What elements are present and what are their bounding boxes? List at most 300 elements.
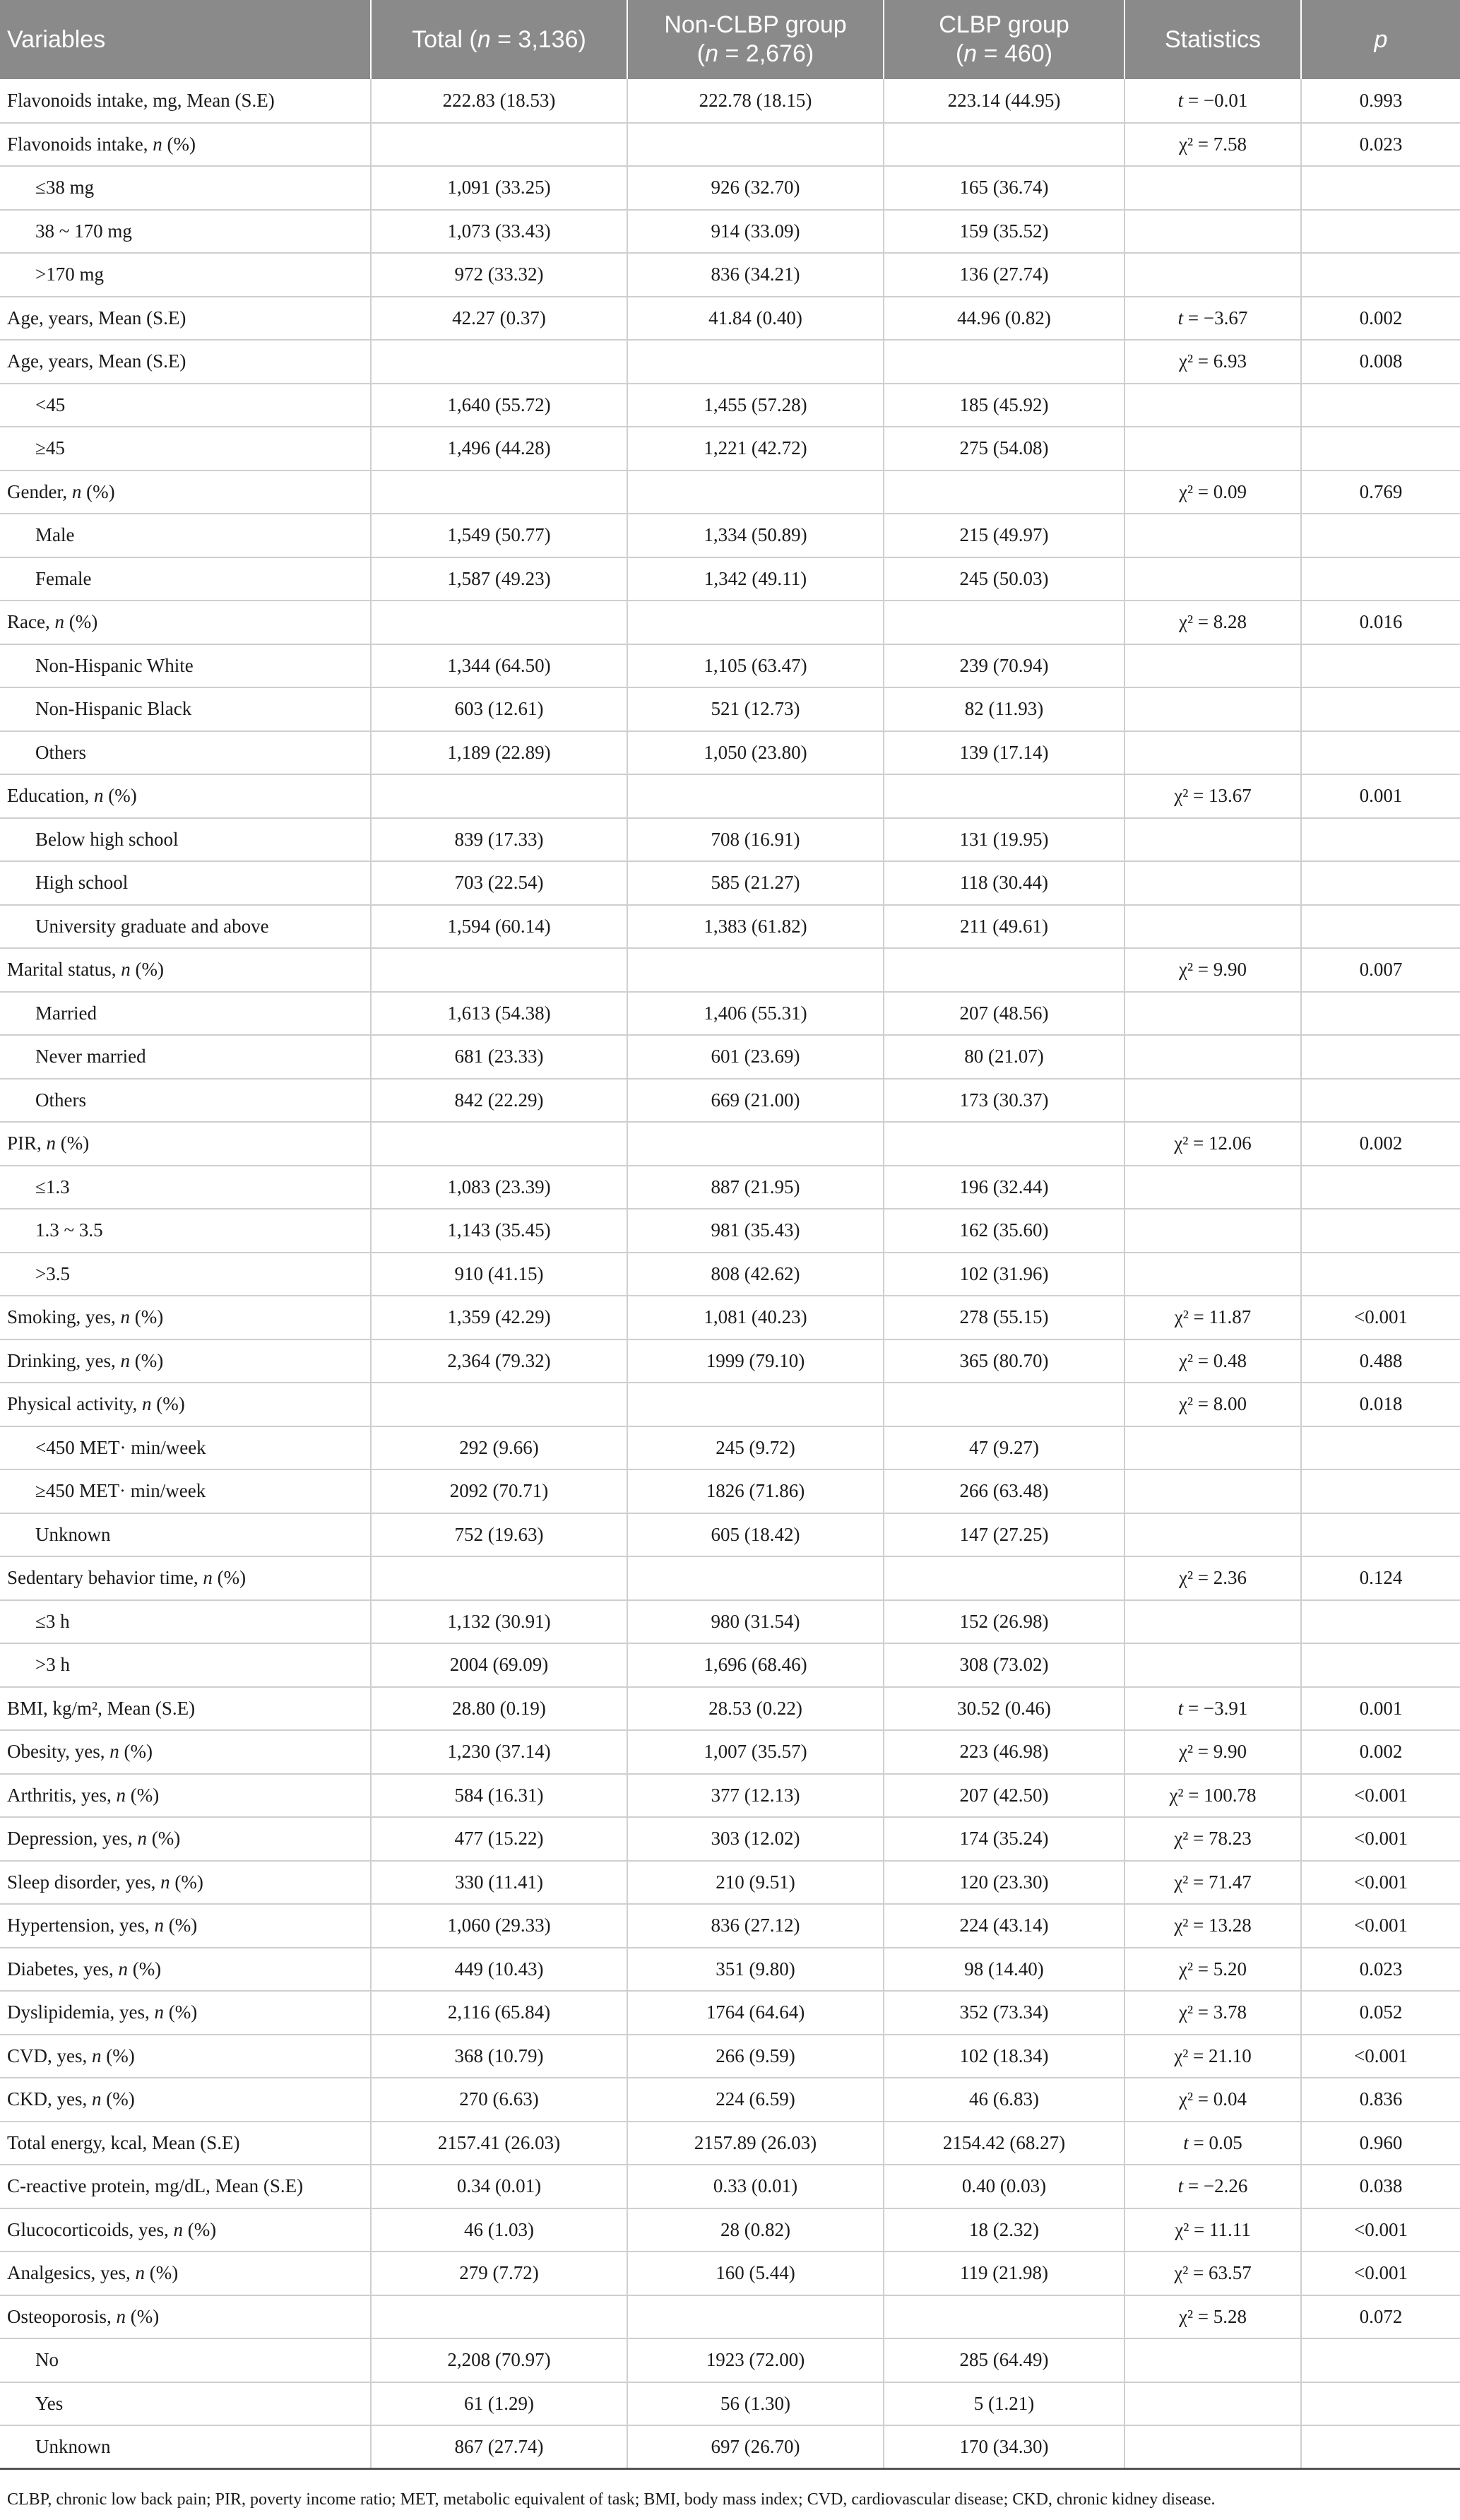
- table-row: [0, 1383, 1460, 1426]
- table-row: [0, 644, 1460, 688]
- cell-p: [1301, 818, 1460, 862]
- cell-clbp: 147 (27.25): [884, 1513, 1124, 1557]
- cell-statistics: [1124, 1469, 1301, 1513]
- cell-variable: Others: [0, 1079, 371, 1123]
- header-total-post: = 3,136): [490, 25, 586, 53]
- cell-clbp: 174 (35.24): [884, 1817, 1124, 1861]
- cell-variable: ≤3 h: [0, 1600, 371, 1644]
- cell-p: 0.007: [1301, 948, 1460, 992]
- cell-variable: CKD, yes, n (%): [0, 2078, 371, 2122]
- cell-p: [1301, 557, 1460, 601]
- header-clbp-pre: (: [955, 40, 964, 67]
- cell-statistics: [1124, 1166, 1301, 1209]
- cell-statistics: [1124, 1426, 1301, 1470]
- cell-p: <0.001: [1301, 1296, 1460, 1339]
- table-row: [0, 2338, 1460, 2382]
- table-row: [0, 1426, 1460, 1470]
- table-row: [0, 514, 1460, 557]
- cell-total: 1,496 (44.28): [371, 427, 627, 471]
- table-row: [0, 948, 1460, 992]
- cell-non-clbp: 914 (33.09): [627, 210, 884, 254]
- table-row: [0, 2208, 1460, 2252]
- cell-clbp: 44.96 (0.82): [884, 297, 1124, 341]
- header-non-clbp-title: Non-CLBP group: [664, 11, 847, 38]
- cell-total: 1,594 (60.14): [371, 905, 627, 949]
- table-row: [0, 1861, 1460, 1905]
- cell-p: <0.001: [1301, 2208, 1460, 2252]
- cell-p: [1301, 1209, 1460, 1253]
- cell-clbp: 118 (30.44): [884, 861, 1124, 905]
- cell-non-clbp: 697 (26.70): [627, 2425, 884, 2469]
- table-row: [0, 340, 1460, 384]
- cell-p: [1301, 210, 1460, 254]
- cell-variable: Gender, n (%): [0, 471, 371, 514]
- cell-clbp: 170 (34.30): [884, 2425, 1124, 2469]
- cell-variable: Flavonoids intake, n (%): [0, 123, 371, 167]
- cell-non-clbp: [627, 601, 884, 644]
- cell-variable: Non-Hispanic White: [0, 644, 371, 688]
- cell-total: [371, 1383, 627, 1426]
- cell-clbp: 365 (80.70): [884, 1339, 1124, 1383]
- cell-statistics: [1124, 1643, 1301, 1687]
- cell-clbp: 5 (1.21): [884, 2382, 1124, 2426]
- table-row: [0, 1600, 1460, 1644]
- cell-variable: C-reactive protein, mg/dL, Mean (S.E): [0, 2165, 371, 2208]
- cell-statistics: t = −3.91: [1124, 1687, 1301, 1731]
- table-header: [0, 0, 1460, 79]
- table-row: [0, 123, 1460, 167]
- cell-p: 0.018: [1301, 1383, 1460, 1426]
- cell-variable: Age, years, Mean (S.E): [0, 297, 371, 341]
- cell-clbp: 224 (43.14): [884, 1904, 1124, 1948]
- cell-statistics: [1124, 166, 1301, 210]
- cell-non-clbp: 41.84 (0.40): [627, 297, 884, 341]
- cell-p: 0.993: [1301, 79, 1460, 123]
- cell-clbp: 196 (32.44): [884, 1166, 1124, 1209]
- cell-non-clbp: 585 (21.27): [627, 861, 884, 905]
- cell-statistics: χ² = 2.36: [1124, 1556, 1301, 1600]
- cell-variable: No: [0, 2338, 371, 2382]
- cell-total: [371, 123, 627, 167]
- cell-clbp: 80 (21.07): [884, 1035, 1124, 1079]
- cell-p: 0.001: [1301, 1687, 1460, 1731]
- table-row: [0, 471, 1460, 514]
- table-row: [0, 2252, 1460, 2295]
- header-clbp-title: CLBP group: [939, 11, 1069, 38]
- table-row: [0, 1904, 1460, 1948]
- cell-statistics: χ² = 8.28: [1124, 601, 1301, 644]
- table-row: [0, 1209, 1460, 1253]
- cell-statistics: χ² = 5.28: [1124, 2295, 1301, 2339]
- cell-non-clbp: 210 (9.51): [627, 1861, 884, 1905]
- cell-non-clbp: [627, 123, 884, 167]
- cell-statistics: [1124, 644, 1301, 688]
- cell-clbp: 102 (18.34): [884, 2035, 1124, 2078]
- cell-total: 1,587 (49.23): [371, 557, 627, 601]
- cell-clbp: 2154.42 (68.27): [884, 2122, 1124, 2165]
- cell-clbp: 211 (49.61): [884, 905, 1124, 949]
- table-row: [0, 166, 1460, 210]
- cell-clbp: [884, 1122, 1124, 1166]
- table-footnote: CLBP, chronic low back pain; PIR, poverty income ratio; MET, metabolic equivalent of task; BMI, body mass index; CVD, cardiovascular disease; CKD, chronic kidney disease.: [7, 2490, 1216, 2509]
- cell-total: 28.80 (0.19): [371, 1687, 627, 1731]
- cell-statistics: [1124, 1079, 1301, 1123]
- cell-variable: Education, n (%): [0, 774, 371, 818]
- cell-clbp: 102 (31.96): [884, 1253, 1124, 1296]
- cell-variable: University graduate and above: [0, 905, 371, 949]
- cell-non-clbp: 1999 (79.10): [627, 1339, 884, 1383]
- cell-total: 752 (19.63): [371, 1513, 627, 1557]
- cell-non-clbp: 1,081 (40.23): [627, 1296, 884, 1339]
- table-row: [0, 79, 1460, 123]
- table-row: [0, 687, 1460, 731]
- cell-clbp: [884, 774, 1124, 818]
- cell-statistics: χ² = 0.04: [1124, 2078, 1301, 2122]
- cell-total: 603 (12.61): [371, 687, 627, 731]
- cell-clbp: 152 (26.98): [884, 1600, 1124, 1644]
- cell-p: [1301, 644, 1460, 688]
- cell-clbp: 185 (45.92): [884, 384, 1124, 427]
- cell-clbp: 136 (27.74): [884, 253, 1124, 297]
- cell-p: [1301, 2425, 1460, 2469]
- cell-p: [1301, 687, 1460, 731]
- cell-statistics: [1124, 253, 1301, 297]
- table-row: [0, 2295, 1460, 2339]
- cell-non-clbp: 1,455 (57.28): [627, 384, 884, 427]
- cell-variable: Total energy, kcal, Mean (S.E): [0, 2122, 371, 2165]
- cell-statistics: [1124, 992, 1301, 1036]
- cell-variable: CVD, yes, n (%): [0, 2035, 371, 2078]
- cell-total: 703 (22.54): [371, 861, 627, 905]
- cell-statistics: χ² = 13.28: [1124, 1904, 1301, 1948]
- cell-clbp: [884, 123, 1124, 167]
- cell-p: <0.001: [1301, 1817, 1460, 1861]
- cell-clbp: 245 (50.03): [884, 557, 1124, 601]
- cell-non-clbp: [627, 1383, 884, 1426]
- header-row: [0, 0, 1460, 79]
- cell-clbp: 223.14 (44.95): [884, 79, 1124, 123]
- cell-statistics: [1124, 2425, 1301, 2469]
- cell-statistics: χ² = 11.11: [1124, 2208, 1301, 2252]
- cell-total: 477 (15.22): [371, 1817, 627, 1861]
- cell-clbp: 239 (70.94): [884, 644, 1124, 688]
- cell-total: 1,143 (35.45): [371, 1209, 627, 1253]
- table-row: [0, 1035, 1460, 1079]
- cell-non-clbp: [627, 471, 884, 514]
- cell-p: 0.016: [1301, 601, 1460, 644]
- cell-non-clbp: 2157.89 (26.03): [627, 2122, 884, 2165]
- cell-clbp: 18 (2.32): [884, 2208, 1124, 2252]
- cell-non-clbp: 28.53 (0.22): [627, 1687, 884, 1731]
- cell-total: 2004 (69.09): [371, 1643, 627, 1687]
- cell-statistics: [1124, 687, 1301, 731]
- cell-variable: Female: [0, 557, 371, 601]
- cell-clbp: 165 (36.74): [884, 166, 1124, 210]
- cell-total: 1,230 (37.14): [371, 1730, 627, 1774]
- cell-non-clbp: 605 (18.42): [627, 1513, 884, 1557]
- cell-variable: Unknown: [0, 2425, 371, 2469]
- cell-clbp: [884, 601, 1124, 644]
- cell-total: 2157.41 (26.03): [371, 2122, 627, 2165]
- cell-p: [1301, 731, 1460, 775]
- cell-clbp: [884, 1383, 1124, 1426]
- header-total: [371, 0, 627, 79]
- cell-p: [1301, 1253, 1460, 1296]
- cell-total: 279 (7.72): [371, 2252, 627, 2295]
- cell-total: 1,060 (29.33): [371, 1904, 627, 1948]
- cell-non-clbp: [627, 1122, 884, 1166]
- cell-clbp: [884, 2295, 1124, 2339]
- cell-p: 0.072: [1301, 2295, 1460, 2339]
- cell-total: 842 (22.29): [371, 1079, 627, 1123]
- cell-total: 2,116 (65.84): [371, 1991, 627, 2035]
- header-clbp-n: n: [963, 40, 978, 67]
- cell-p: <0.001: [1301, 2035, 1460, 2078]
- cell-p: [1301, 1079, 1460, 1123]
- cell-variable: Drinking, yes, n (%): [0, 1339, 371, 1383]
- cell-non-clbp: [627, 2295, 884, 2339]
- cell-total: [371, 774, 627, 818]
- cell-clbp: 285 (64.49): [884, 2338, 1124, 2382]
- cell-statistics: [1124, 210, 1301, 254]
- cell-clbp: [884, 471, 1124, 514]
- cell-p: [1301, 253, 1460, 297]
- cell-non-clbp: 266 (9.59): [627, 2035, 884, 2078]
- header-total-pre: Total (: [412, 25, 477, 53]
- cell-variable: >3.5: [0, 1253, 371, 1296]
- table-row: [0, 2165, 1460, 2208]
- cell-total: 584 (16.31): [371, 1774, 627, 1818]
- cell-statistics: [1124, 1035, 1301, 1079]
- cell-p: [1301, 166, 1460, 210]
- cell-non-clbp: 1764 (64.64): [627, 1991, 884, 2035]
- cell-clbp: 119 (21.98): [884, 2252, 1124, 2295]
- cell-statistics: t = 0.05: [1124, 2122, 1301, 2165]
- cell-statistics: χ² = 9.90: [1124, 1730, 1301, 1774]
- cell-statistics: t = −0.01: [1124, 79, 1301, 123]
- cell-total: [371, 1122, 627, 1166]
- cell-p: [1301, 1513, 1460, 1557]
- cell-total: 449 (10.43): [371, 1948, 627, 1992]
- table-row: [0, 1774, 1460, 1818]
- cell-p: 0.960: [1301, 2122, 1460, 2165]
- cell-total: 46 (1.03): [371, 2208, 627, 2252]
- cell-variable: Flavonoids intake, mg, Mean (S.E): [0, 79, 371, 123]
- cell-non-clbp: 836 (27.12): [627, 1904, 884, 1948]
- cell-total: 1,613 (54.38): [371, 992, 627, 1036]
- table-row: [0, 427, 1460, 471]
- cell-p: <0.001: [1301, 1774, 1460, 1818]
- cell-non-clbp: 377 (12.13): [627, 1774, 884, 1818]
- table-row: [0, 1079, 1460, 1123]
- cell-non-clbp: [627, 1556, 884, 1600]
- cell-variable: <45: [0, 384, 371, 427]
- cell-p: [1301, 1035, 1460, 1079]
- cell-statistics: χ² = 0.48: [1124, 1339, 1301, 1383]
- cell-total: 1,344 (64.50): [371, 644, 627, 688]
- cell-statistics: χ² = 63.57: [1124, 2252, 1301, 2295]
- cell-statistics: [1124, 818, 1301, 862]
- cell-statistics: t = −3.67: [1124, 297, 1301, 341]
- cell-statistics: [1124, 861, 1301, 905]
- cell-clbp: 162 (35.60): [884, 1209, 1124, 1253]
- cell-clbp: 159 (35.52): [884, 210, 1124, 254]
- header-non-clbp-post: = 2,676): [718, 40, 814, 67]
- cell-variable: <450 MET· min/week: [0, 1426, 371, 1470]
- cell-clbp: 30.52 (0.46): [884, 1687, 1124, 1731]
- table-row: [0, 1991, 1460, 2035]
- cell-p: [1301, 1166, 1460, 1209]
- table-row: [0, 731, 1460, 775]
- cell-clbp: 352 (73.34): [884, 1991, 1124, 2035]
- cell-statistics: χ² = 11.87: [1124, 1296, 1301, 1339]
- cell-total: 839 (17.33): [371, 818, 627, 862]
- table-row: [0, 297, 1460, 341]
- cell-variable: Yes: [0, 2382, 371, 2426]
- header-non-clbp-n: n: [705, 40, 719, 67]
- cell-p: 0.002: [1301, 1122, 1460, 1166]
- cell-p: <0.001: [1301, 2252, 1460, 2295]
- table-row: [0, 253, 1460, 297]
- cell-p: [1301, 2338, 1460, 2382]
- cell-total: 2092 (70.71): [371, 1469, 627, 1513]
- cell-variable: PIR, n (%): [0, 1122, 371, 1166]
- cell-p: [1301, 861, 1460, 905]
- cell-non-clbp: 521 (12.73): [627, 687, 884, 731]
- cell-p: [1301, 1600, 1460, 1644]
- table-row: [0, 861, 1460, 905]
- header-p-label: p: [1374, 25, 1388, 53]
- cell-non-clbp: 980 (31.54): [627, 1600, 884, 1644]
- cell-variable: Others: [0, 731, 371, 775]
- cell-non-clbp: 981 (35.43): [627, 1209, 884, 1253]
- table-row: [0, 1643, 1460, 1687]
- cell-total: 270 (6.63): [371, 2078, 627, 2122]
- cell-clbp: 207 (48.56): [884, 992, 1124, 1036]
- cell-p: 0.002: [1301, 1730, 1460, 1774]
- cell-non-clbp: 160 (5.44): [627, 2252, 884, 2295]
- header-statistics: Statistics: [1124, 0, 1301, 79]
- cell-non-clbp: 1,696 (68.46): [627, 1643, 884, 1687]
- cell-statistics: [1124, 557, 1301, 601]
- cell-total: [371, 1556, 627, 1600]
- header-variables: Variables: [0, 0, 371, 79]
- table-row: [0, 774, 1460, 818]
- cell-total: 0.34 (0.01): [371, 2165, 627, 2208]
- table-row: [0, 2425, 1460, 2469]
- cell-variable: Analgesics, yes, n (%): [0, 2252, 371, 2295]
- cell-statistics: χ² = 100.78: [1124, 1774, 1301, 1818]
- cell-total: 292 (9.66): [371, 1426, 627, 1470]
- cell-non-clbp: 0.33 (0.01): [627, 2165, 884, 2208]
- cell-non-clbp: [627, 340, 884, 384]
- cell-clbp: 207 (42.50): [884, 1774, 1124, 1818]
- table-row: [0, 2382, 1460, 2426]
- cell-variable: >170 mg: [0, 253, 371, 297]
- table-row: [0, 1469, 1460, 1513]
- cell-p: 0.001: [1301, 774, 1460, 818]
- cell-statistics: [1124, 1600, 1301, 1644]
- cell-total: 1,132 (30.91): [371, 1600, 627, 1644]
- cell-variable: Below high school: [0, 818, 371, 862]
- cell-total: 1,091 (33.25): [371, 166, 627, 210]
- cell-variable: High school: [0, 861, 371, 905]
- table-body: [0, 79, 1460, 2469]
- cell-variable: Unknown: [0, 1513, 371, 1557]
- cell-variable: Marital status, n (%): [0, 948, 371, 992]
- cell-total: 1,073 (33.43): [371, 210, 627, 254]
- header-p: [1301, 0, 1460, 79]
- cell-non-clbp: 887 (21.95): [627, 1166, 884, 1209]
- cell-total: 368 (10.79): [371, 2035, 627, 2078]
- cell-statistics: χ² = 71.47: [1124, 1861, 1301, 1905]
- cell-p: 0.836: [1301, 2078, 1460, 2122]
- cell-clbp: 139 (17.14): [884, 731, 1124, 775]
- cell-variable: Hypertension, yes, n (%): [0, 1904, 371, 1948]
- cell-non-clbp: 224 (6.59): [627, 2078, 884, 2122]
- cell-clbp: 308 (73.02): [884, 1643, 1124, 1687]
- cell-total: [371, 948, 627, 992]
- cell-p: [1301, 1469, 1460, 1513]
- cell-non-clbp: 601 (23.69): [627, 1035, 884, 1079]
- cell-total: 1,083 (23.39): [371, 1166, 627, 1209]
- cell-clbp: 215 (49.97): [884, 514, 1124, 557]
- cell-non-clbp: 28 (0.82): [627, 2208, 884, 2252]
- cell-total: 1,640 (55.72): [371, 384, 627, 427]
- cell-statistics: χ² = 13.67: [1124, 774, 1301, 818]
- table-row: [0, 1948, 1460, 1992]
- cell-clbp: 82 (11.93): [884, 687, 1124, 731]
- cell-non-clbp: 1,007 (35.57): [627, 1730, 884, 1774]
- cell-total: [371, 471, 627, 514]
- cell-p: 0.769: [1301, 471, 1460, 514]
- cell-non-clbp: [627, 948, 884, 992]
- cell-clbp: 120 (23.30): [884, 1861, 1124, 1905]
- cell-non-clbp: 926 (32.70): [627, 166, 884, 210]
- cell-statistics: [1124, 514, 1301, 557]
- cell-statistics: χ² = 3.78: [1124, 1991, 1301, 2035]
- cell-non-clbp: 1,342 (49.11): [627, 557, 884, 601]
- table-row: [0, 2122, 1460, 2165]
- cell-non-clbp: 1,383 (61.82): [627, 905, 884, 949]
- table-row: [0, 818, 1460, 862]
- cell-statistics: χ² = 21.10: [1124, 2035, 1301, 2078]
- table-row: [0, 905, 1460, 949]
- table-row: [0, 1296, 1460, 1339]
- cell-total: [371, 340, 627, 384]
- cell-statistics: χ² = 12.06: [1124, 1122, 1301, 1166]
- table-row: [0, 1687, 1460, 1731]
- cell-non-clbp: 836 (34.21): [627, 253, 884, 297]
- cell-statistics: [1124, 1253, 1301, 1296]
- cell-p: [1301, 905, 1460, 949]
- cell-non-clbp: 222.78 (18.15): [627, 79, 884, 123]
- cell-total: 681 (23.33): [371, 1035, 627, 1079]
- cell-total: 2,364 (79.32): [371, 1339, 627, 1383]
- cell-statistics: t = −2.26: [1124, 2165, 1301, 2208]
- cell-p: [1301, 992, 1460, 1036]
- cell-statistics: [1124, 731, 1301, 775]
- cell-p: [1301, 427, 1460, 471]
- cell-p: [1301, 2382, 1460, 2426]
- cell-variable: Non-Hispanic Black: [0, 687, 371, 731]
- cell-non-clbp: 303 (12.02): [627, 1817, 884, 1861]
- cell-p: 0.002: [1301, 297, 1460, 341]
- cell-statistics: [1124, 1513, 1301, 1557]
- table-row: [0, 384, 1460, 427]
- cell-p: [1301, 384, 1460, 427]
- cell-total: 1,189 (22.89): [371, 731, 627, 775]
